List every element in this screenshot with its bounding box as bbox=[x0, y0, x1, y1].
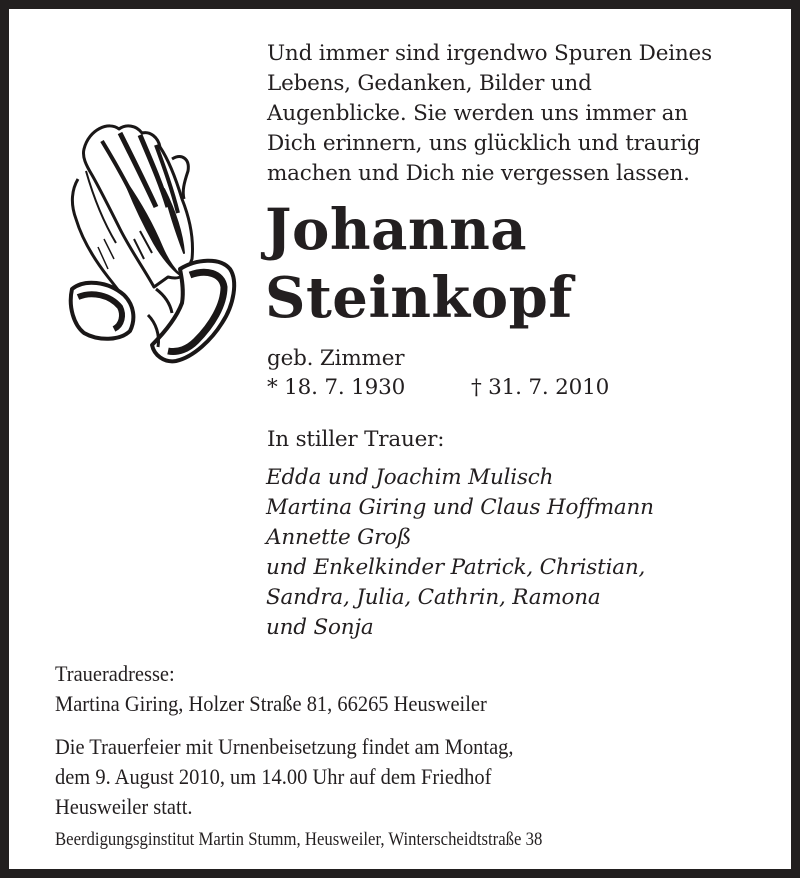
poem-line: Augenblicke. Sie werden uns immer an bbox=[267, 101, 688, 126]
poem-line: machen und Dich nie vergessen lassen. bbox=[267, 161, 690, 186]
mourner-line: Annette Groß bbox=[266, 525, 412, 550]
poem-verse bbox=[267, 39, 712, 189]
mourner-line: Sandra, Julia, Cathrin, Ramona bbox=[266, 585, 601, 610]
ceremony-line: Die Trauerfeier mit Urnenbeisetzung findet am Montag, bbox=[55, 734, 514, 759]
poem-line: Dich erinnern, uns glücklich und traurig bbox=[267, 131, 701, 156]
mourner-line: Edda und Joachim Mulisch bbox=[266, 465, 554, 490]
death-date: † 31. 7. 2010 bbox=[471, 375, 610, 400]
address-value: Martina Giring, Holzer Straße 81, 66265 Heusweiler bbox=[55, 691, 487, 716]
ceremony-line: Heusweiler statt. bbox=[55, 794, 193, 819]
undertaker-info: Beerdigungsginstitut Martin Stumm, Heusweiler, Winterscheidtstraße 38 bbox=[55, 829, 543, 850]
mourner-line: Martina Giring und Claus Hoffmann bbox=[266, 495, 654, 520]
mourners-label: In stiller Trauer: bbox=[267, 427, 445, 452]
address-label: Traueradresse: bbox=[55, 661, 175, 686]
deceased-last-name: Steinkopf bbox=[265, 265, 573, 331]
poem-line: Und immer sind irgendwo Spuren Deines bbox=[267, 41, 712, 66]
mourner-line: und Enkelkinder Patrick, Christian, bbox=[266, 555, 646, 580]
mourner-line: und Sonja bbox=[266, 615, 374, 640]
ceremony-info bbox=[55, 732, 514, 822]
praying-hands-icon bbox=[64, 119, 239, 369]
deceased-first-name: Johanna bbox=[265, 197, 528, 263]
birth-date: * 18. 7. 1930 bbox=[267, 375, 406, 400]
mourners-list bbox=[266, 463, 654, 643]
maiden-name: geb. Zimmer bbox=[267, 346, 405, 371]
ceremony-line: dem 9. August 2010, um 14.00 Uhr auf dem Friedhof bbox=[55, 764, 492, 789]
poem-line: Lebens, Gedanken, Bilder und bbox=[267, 71, 592, 96]
